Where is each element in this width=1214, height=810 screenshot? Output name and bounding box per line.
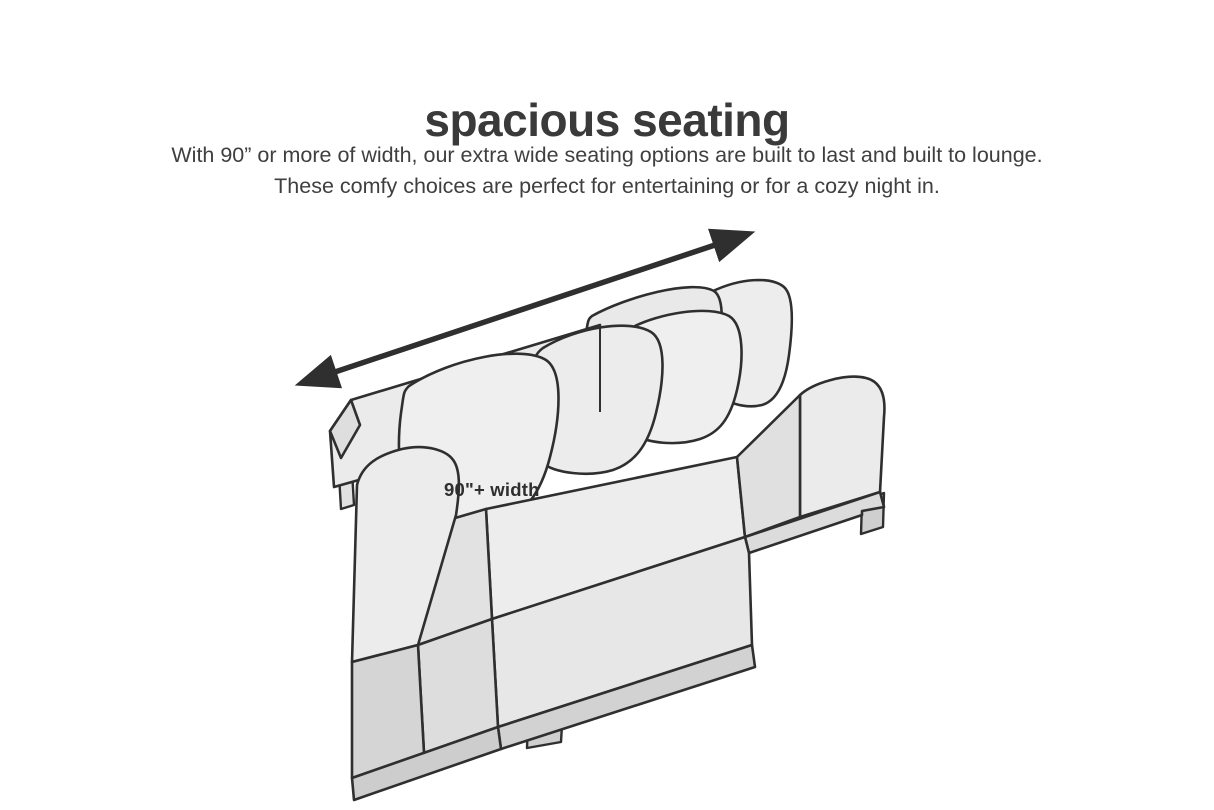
description-line-1: With 90” or more of width, our extra wide seating options are built to last and built to lounge. (171, 143, 1043, 167)
sofa-diagram-svg (0, 215, 1214, 810)
description-text (0, 140, 1214, 201)
width-dimension-label: 90"+ width (444, 479, 540, 500)
sofa-illustration (0, 215, 1214, 810)
page-title: spacious seating (424, 93, 790, 146)
description-line-2: These comfy choices are perfect for entertaining or for a cozy night in. (274, 173, 940, 198)
